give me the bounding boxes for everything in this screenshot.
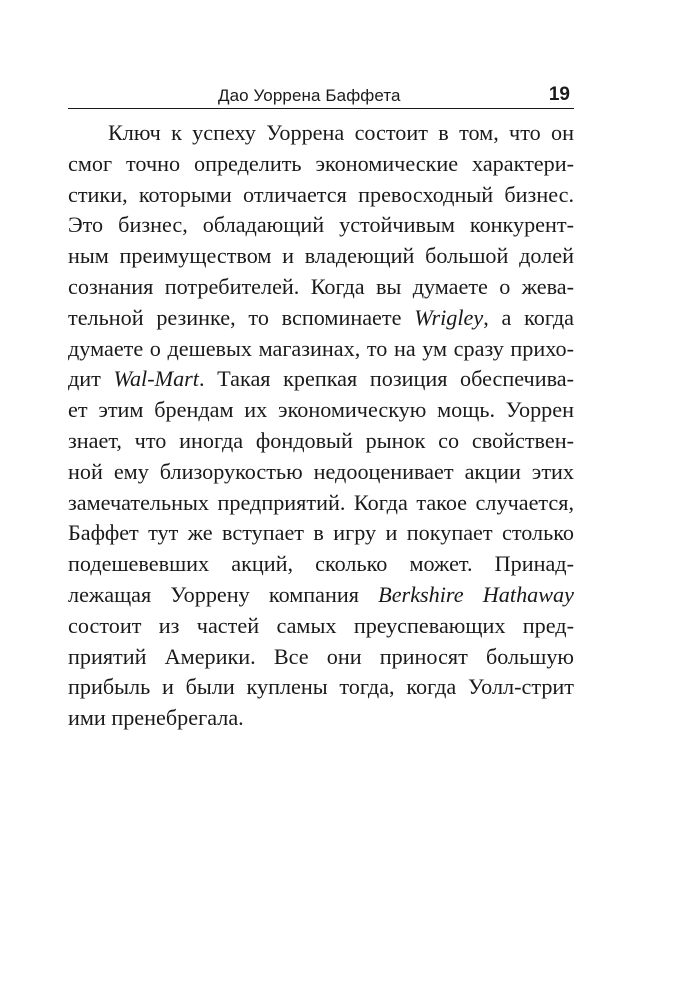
text-line: приятий Америки. Все они приносят большую <box>68 643 574 669</box>
body-paragraph <box>68 118 574 734</box>
text-line: стики, которыми отличается превосходный бизнес. <box>68 181 574 207</box>
text-line: дит Wal-Mart. Такая крепкая позиция обеспечива- <box>68 366 574 392</box>
text-line: ими пренебрегала. <box>68 705 244 731</box>
text-line: думаете о дешевых магазинах, то на ум сразу прихо- <box>68 335 574 361</box>
text-line: знает, что иногда фондовый рынок со свойствен- <box>68 427 574 453</box>
running-title: Дао Уоррена Баффета <box>218 86 401 105</box>
page-number: 19 <box>548 84 570 105</box>
text-line: замечательных предприятий. Когда такое случается, <box>68 489 574 515</box>
text-line: ным преимуществом и владеющий большой долей <box>68 243 574 269</box>
text-line: смог точно определить экономические характери- <box>68 150 574 176</box>
text-line: Баффет тут же вступает в игру и покупает столько <box>68 520 574 546</box>
text-line: тельной резинке, то вспоминаете Wrigley, а когда <box>68 304 574 330</box>
text-line: лежащая Уоррену компания Berkshire Hathaway <box>68 581 574 607</box>
text-line: подешевевших акций, сколько может. Принад- <box>68 551 574 577</box>
text-line: Ключ к успеху Уоррена состоит в том, что он <box>108 120 574 145</box>
italic-brand-name: Wal-Mart <box>113 366 199 392</box>
text-line: сознания потребителей. Когда вы думаете о жева- <box>68 273 574 299</box>
running-header <box>68 84 574 109</box>
text-line: прибыль и были куплены тогда, когда Уолл-стрит <box>68 674 574 700</box>
text-line: состоит из частей самых преуспевающих пред- <box>68 612 574 638</box>
text-line: Это бизнес, обладающий устойчивым конкурент- <box>68 212 574 238</box>
italic-company-name: Berkshire Hathaway <box>378 581 574 607</box>
text-line: ет этим брендам их экономическую мощь. Уоррен <box>68 397 574 423</box>
text-line: ной ему близорукостью недооценивает акции этих <box>68 458 574 484</box>
italic-brand-name: Wrigley <box>414 304 484 330</box>
